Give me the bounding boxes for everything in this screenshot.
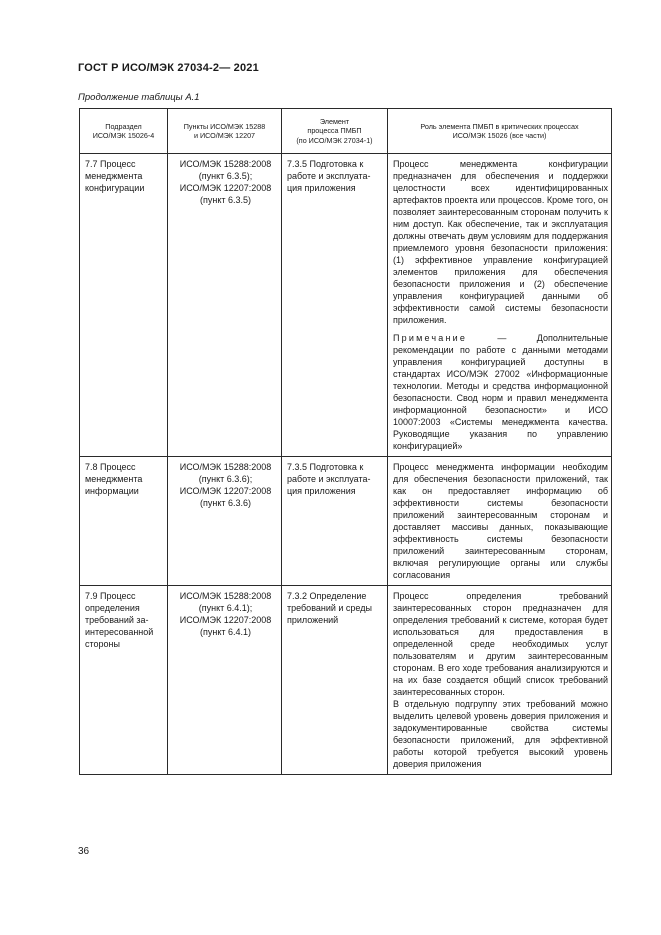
table-row — [80, 586, 612, 775]
header-line: (по ИСО/МЭК 27034-1) — [296, 135, 373, 145]
cell-line: работе и эксплуата- — [287, 474, 371, 484]
cell-line: ИСО/МЭК 15288:2008 — [179, 159, 272, 169]
cell-line: 7.3.5 Подготовка к — [287, 159, 364, 169]
cell-line: 7.8 Процесс — [85, 462, 136, 472]
column-header-subsection — [80, 109, 168, 154]
cell-line: (пункт 6.3.6) — [199, 498, 252, 508]
cell-line: ИСО/МЭК 12207:2008 — [179, 183, 272, 193]
column-header-clauses — [168, 109, 282, 154]
cell-role — [388, 457, 612, 586]
header-line: процесса ПМБП — [307, 126, 362, 136]
cell-clauses — [168, 586, 282, 775]
cell-line: (пункт 6.3.6); — [198, 474, 253, 484]
cell-line: 7.3.2 Определение — [287, 591, 367, 601]
cell-line: требований за- — [85, 615, 149, 625]
note-text: — Дополнительные рекомендации по работе с данными методами управления конфигурацией доступны в стандартах ИСО/МЭК 27002 «Информационные технологии. Методы и средства информационной безопасности. Свод норм и правил менеджмента информационной безопасности» и ИСО 10007:2003 «Системы менеджмента качества. Руководящие указания по управлению конфигурацией» — [393, 333, 608, 451]
cell-line: ИСО/МЭК 15288:2008 — [179, 591, 272, 601]
cell-subsection — [80, 457, 168, 586]
header-line: ИСО/МЭК 15026-4 — [92, 131, 155, 140]
cell-line: работе и эксплуата- — [287, 171, 371, 181]
header-line: ИСО/МЭК 15026 (все части) — [452, 131, 547, 140]
role-text: Процесс определения требований заинтересованных сторон предназначен для определения требований к системе, которая будет использоваться для предоставления в определенной среде необходимых услуг пользователям и другим заинтересованным сторонам. В его ходе требования анализируются и на их базе создается общий список требований заинтересованных сторон. — [393, 591, 608, 697]
table-header-row — [80, 109, 612, 154]
cell-line: ция приложения — [287, 486, 356, 496]
cell-line: 7.3.5 Подготовка к — [287, 462, 364, 472]
role-note — [393, 332, 608, 452]
cell-role — [388, 154, 612, 457]
cell-line: ция приложения — [287, 183, 356, 193]
cell-subsection — [80, 154, 168, 457]
header-line: Роль элемента ПМБП в критических процессах — [420, 121, 579, 131]
cell-subsection — [80, 586, 168, 775]
cell-line: требований и среды — [287, 603, 372, 613]
cell-element — [282, 154, 388, 457]
cell-element — [282, 457, 388, 586]
cell-clauses — [168, 457, 282, 586]
cell-line: (пункт 6.4.1); — [198, 603, 253, 613]
cell-role — [388, 586, 612, 775]
cell-line: (пункт 6.4.1) — [199, 627, 252, 637]
cell-line: информации — [85, 486, 139, 496]
cell-line: ИСО/МЭК 15288:2008 — [179, 462, 272, 472]
cell-line: интересованной — [85, 627, 154, 637]
cell-line: менеджмента — [85, 474, 143, 484]
cell-line: стороны — [85, 639, 120, 649]
cell-line: (пункт 6.3.5) — [199, 195, 252, 205]
note-label: Примечание — [393, 333, 468, 343]
header-line: Подраздел — [105, 121, 142, 131]
cell-line: ИСО/МЭК 12207:2008 — [179, 615, 272, 625]
role-text: Процесс менеджмента конфигурации предназначен для обеспечения и поддержки целостности всех идентифицированных артефактов проекта или процессов. Кроме того, он позволяет заинтересованным сторонам получить к ним доступ. Как обеспечение, так и эксплуатация должны отвечать двум условиям для поддержания приемлемого уровня безопасности приложения: (1) эффективное управление конфигурацией элементов приложения для обеспечения безопасности приложения и (2) обеспечение управления конфигурацией данными об эффективности самой системы безопасности приложения. — [393, 159, 608, 325]
cell-line: приложений — [287, 615, 339, 625]
role-text: Процесс менеджмента информации необходим для обеспечения безопасности приложений, так как он предоставляет информацию об эффективности системы безопасности приложений заинтересованным сторонам и доставляет массивы данных, показывающие эффективность системы безопасности приложений заинтересованным сторонам, включая регулирующие органы или службы согласования — [393, 462, 608, 580]
cell-line: 7.7 Процесс — [85, 159, 136, 169]
cell-line: ИСО/МЭК 12207:2008 — [179, 486, 272, 496]
cell-line: менеджмента — [85, 171, 143, 181]
header-line: Пункты ИСО/МЭК 15288 — [183, 121, 266, 131]
table-row — [80, 154, 612, 457]
cell-element — [282, 586, 388, 775]
document-header: ГОСТ Р ИСО/МЭК 27034-2— 2021 — [78, 62, 259, 74]
page-number: 36 — [78, 846, 90, 857]
cell-line: 7.9 Процесс — [85, 591, 136, 601]
cell-clauses — [168, 154, 282, 457]
column-header-role — [388, 109, 612, 154]
column-header-element — [282, 109, 388, 154]
role-text-extra: В отдельную подгруппу этих требований можно выделить целевой уровень доверия приложения и задокументированные свойства системы безопасности приложений, для эффективной работы которой требуется высокий уровень доверия приложения — [393, 699, 608, 769]
cell-line: (пункт 6.3.5); — [198, 171, 253, 181]
cell-line: определения — [85, 603, 140, 613]
header-line: и ИСО/МЭК 12207 — [193, 131, 256, 140]
header-line: Элемент — [319, 116, 350, 126]
table-row — [80, 457, 612, 586]
mapping-table — [79, 108, 612, 775]
cell-line: конфигурации — [85, 183, 145, 193]
table-continuation-caption: Продолжение таблицы А.1 — [78, 92, 200, 103]
